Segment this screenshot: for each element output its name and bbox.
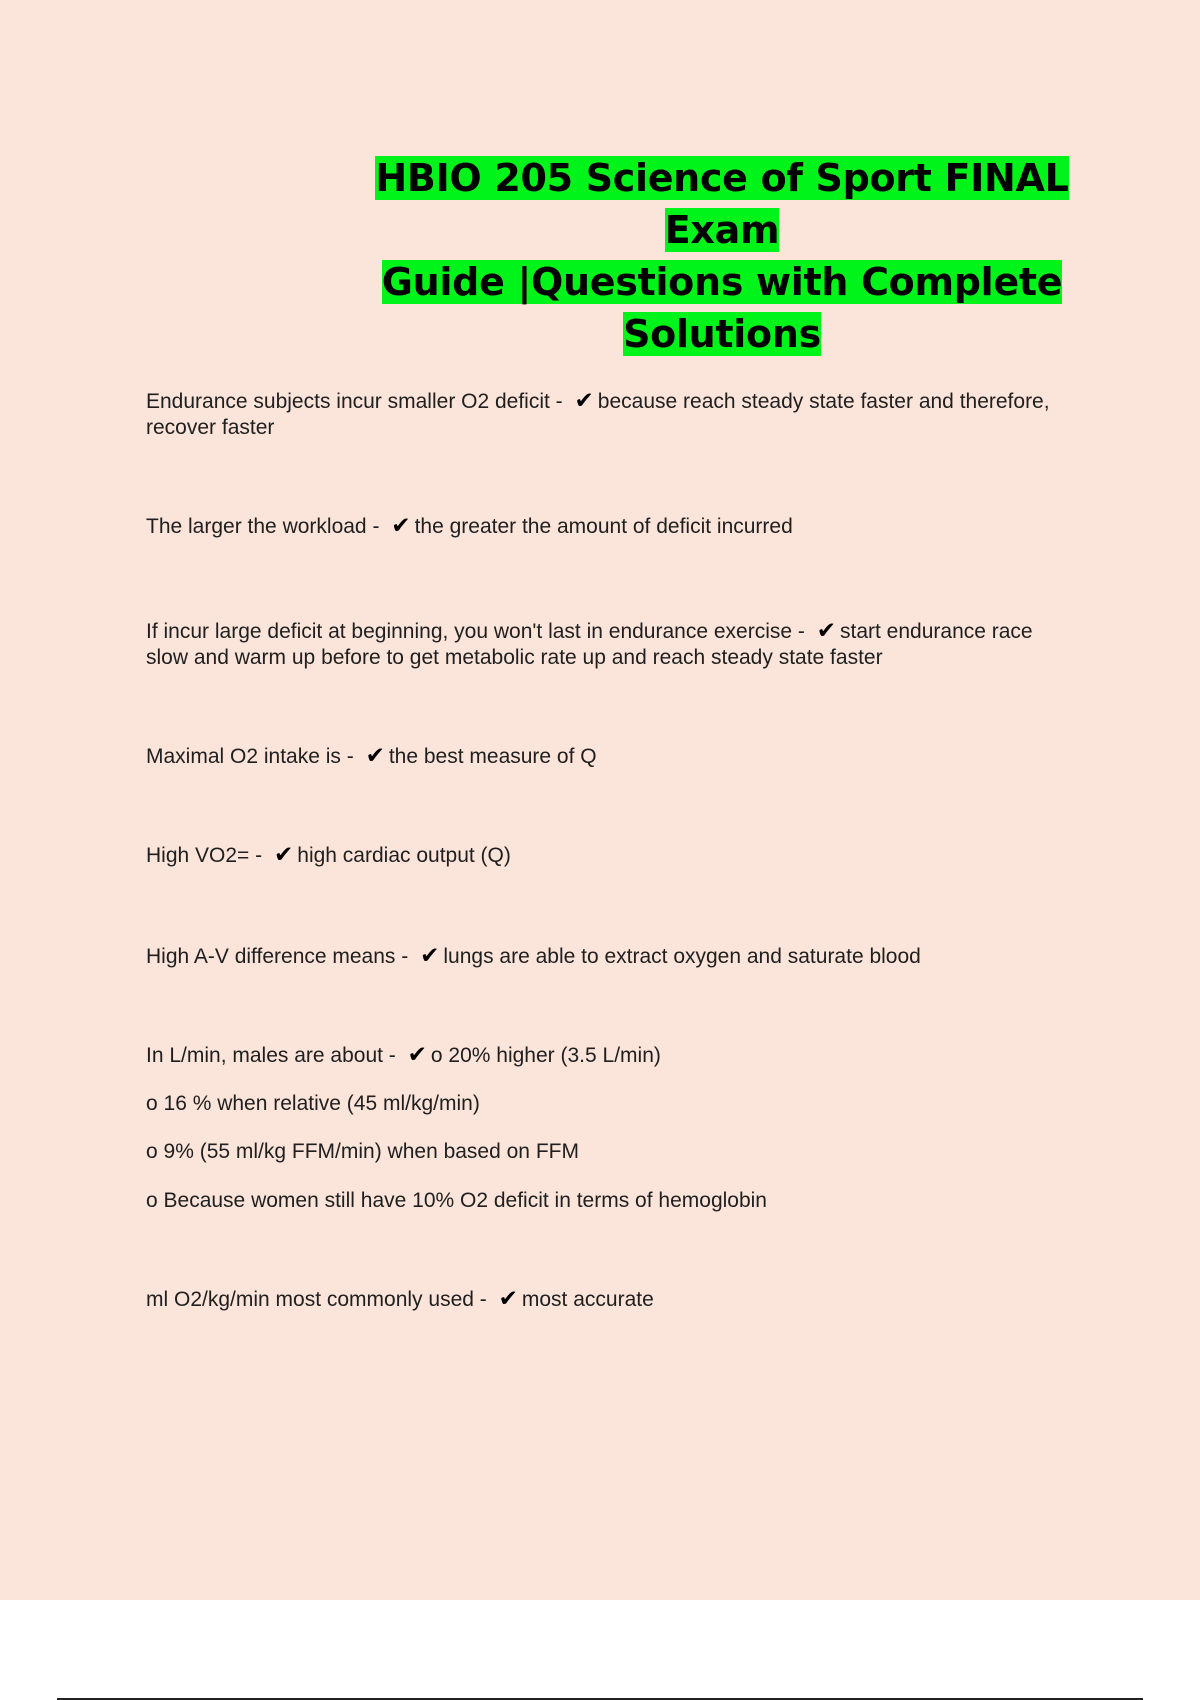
- title-line-3: Solutions: [623, 312, 821, 356]
- qa-item-5: [146, 842, 1076, 869]
- title-line-1: HBIO 205 Science of Sport FINAL Exam: [375, 156, 1069, 252]
- qa-item-8: [146, 1286, 1076, 1313]
- qa-item-4: [146, 743, 1076, 770]
- answer-text: because reach steady state faster and therefore, recover faster: [146, 390, 1050, 439]
- answer-text: lungs are able to extract oxygen and saturate blood: [443, 945, 921, 968]
- answer-text: the best measure of Q: [388, 745, 597, 768]
- qa-item-2: [146, 513, 1076, 540]
- check-icon: ✔: [407, 1042, 427, 1068]
- sub-line-1: o 16 % when relative (45 ml/kg/min): [146, 1092, 480, 1115]
- answer-text: high cardiac output (Q): [297, 844, 511, 867]
- qa-item-3: [146, 618, 1061, 671]
- document-title: [362, 152, 1082, 360]
- check-icon: ✔: [498, 1286, 518, 1312]
- check-icon: ✔: [273, 842, 294, 868]
- qa-item-7: [146, 1042, 1076, 1069]
- question-text: If incur large deficit at beginning, you won't last in endurance exercise -: [146, 620, 811, 643]
- question-text: Maximal O2 intake is -: [146, 745, 360, 768]
- question-text: Endurance subjects incur smaller O2 deficit -: [146, 390, 569, 413]
- answer-text: start endurance race slow and warm up before to get metabolic rate up and reach steady state faster: [146, 620, 1033, 669]
- answer-text: most accurate: [521, 1288, 654, 1311]
- check-icon: ✔: [816, 618, 836, 644]
- title-line-2: Guide |Questions with Complete: [381, 260, 1063, 304]
- check-icon: ✔: [420, 943, 440, 969]
- sub-line-3: o Because women still have 10% O2 deficit in terms of hemoglobin: [146, 1189, 767, 1212]
- question-text: ml O2/kg/min most commonly used -: [146, 1288, 493, 1311]
- check-icon: ✔: [574, 388, 594, 414]
- qa-item-6: [146, 943, 1076, 970]
- answer-text: the greater the amount of deficit incurred: [414, 515, 793, 538]
- answer-text: o 20% higher (3.5 L/min): [430, 1044, 661, 1067]
- check-icon: ✔: [365, 743, 385, 769]
- check-icon: ✔: [391, 513, 411, 539]
- qa-item-1: [146, 388, 1076, 441]
- question-text: High A-V difference means -: [146, 945, 415, 968]
- question-text: In L/min, males are about -: [146, 1044, 402, 1067]
- question-text: The larger the workload -: [146, 515, 386, 538]
- sub-line-2: o 9% (55 ml/kg FFM/min) when based on FFM: [146, 1140, 579, 1163]
- question-text: High VO2= -: [146, 844, 268, 867]
